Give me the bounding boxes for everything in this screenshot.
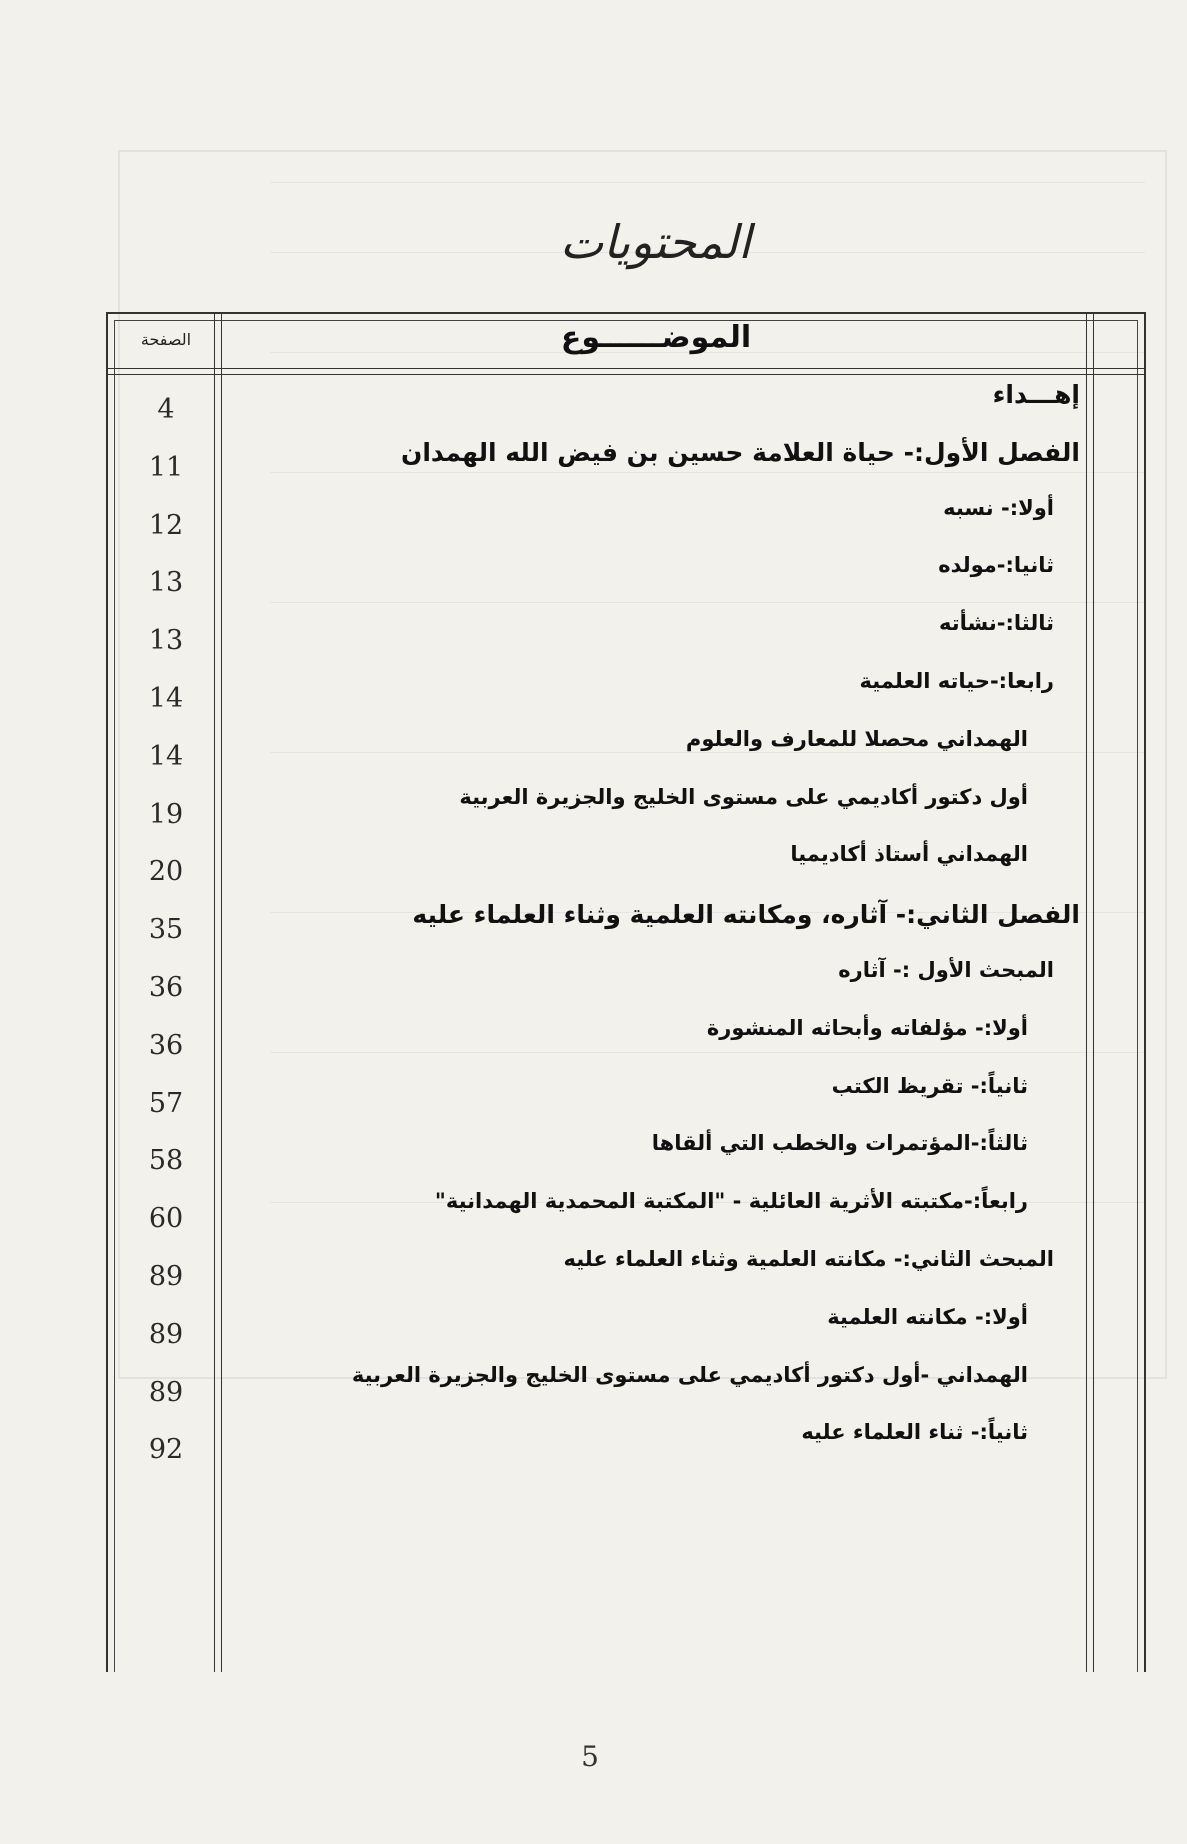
toc-entry-text: الهمداني محصلا للمعارف والعلوم — [685, 726, 1028, 751]
toc-entry-text: رابعا:-حياته العلمية — [859, 669, 1054, 693]
toc-entry-text: الهمداني أستاذ أكاديميا — [790, 842, 1028, 867]
toc-entry-page: 57 — [148, 1087, 184, 1119]
toc-entry-text: ثانياً:- تقريظ الكتب — [831, 1073, 1028, 1098]
toc-entry-text: المبحث الثاني:- مكانته العلمية وثناء العلماء عليه — [563, 1247, 1054, 1271]
toc-entry-page: 58 — [148, 1145, 184, 1177]
toc-entry-text: أولا:- نسبه — [943, 495, 1054, 520]
topic-column-header: الموضــــــوع — [560, 320, 752, 355]
toc-entry-text: أولا:- مؤلفاته وأبحاثه المنشورة — [706, 1015, 1028, 1040]
page-column-header: الصفحة — [140, 330, 192, 349]
toc-entry-page: 36 — [148, 972, 184, 1003]
toc-entry-text: ثانيا:-مولده — [938, 553, 1054, 578]
toc-entry-text: ثالثا:-نشأته — [939, 611, 1054, 636]
toc-entry-page: 89 — [148, 1376, 184, 1408]
toc-entry-page: 11 — [148, 451, 184, 483]
toc-entry-page: 13 — [148, 567, 184, 599]
contents-title: المحتويات — [560, 215, 751, 269]
toc-entry-text: المبحث الأول :- آثاره — [838, 958, 1054, 982]
toc-entry-text: رابعاً:-مكتبته الأثرية العائلية - "المكتبة المحمدية الهمدانية" — [434, 1189, 1028, 1214]
toc-entry-text: ثانياً:- ثناء العلماء عليه — [801, 1420, 1028, 1445]
toc-entry-page: 36 — [148, 1029, 184, 1061]
header-rule — [106, 368, 1146, 375]
toc-entry-page: 14 — [148, 683, 184, 714]
toc-entry-page: 89 — [148, 1318, 184, 1350]
table-of-contents — [106, 312, 1146, 1672]
toc-entry-page: 19 — [148, 798, 184, 830]
toc-entry-text: الهمداني -أول دكتور أكاديمي على مستوى الخليج والجزيرة العربية — [351, 1362, 1028, 1387]
toc-entry-text: أولا:- مكانته العلمية — [827, 1304, 1028, 1329]
toc-entry-page: 4 — [157, 394, 175, 425]
toc-entry-page: 35 — [148, 914, 184, 946]
toc-entry-page: 12 — [148, 509, 184, 541]
toc-entry-text: ثالثاً:-المؤتمرات والخطب التي ألقاها — [651, 1131, 1028, 1156]
toc-entry-page: 92 — [148, 1434, 184, 1466]
toc-entry-text: الفصل الثاني:- آثاره، ومكانته العلمية وثناء العلماء عليه — [412, 900, 1080, 930]
toc-entry-page: 13 — [148, 625, 184, 657]
toc-row — [106, 1416, 1146, 1484]
toc-entry-page: 60 — [148, 1203, 184, 1235]
toc-entry-page: 14 — [148, 740, 184, 772]
toc-entry-text: الفصل الأول:- حياة العلامة حسين بن فيض الله الهمدان — [401, 437, 1080, 467]
toc-entry-page: 20 — [148, 856, 184, 888]
toc-entry-text: أول دكتور أكاديمي على مستوى الخليج والجزيرة العربية — [459, 784, 1028, 809]
toc-entry-page: 89 — [148, 1261, 184, 1292]
page-number: 5 — [581, 1740, 599, 1773]
toc-entry-text: إهـــداء — [992, 380, 1080, 409]
